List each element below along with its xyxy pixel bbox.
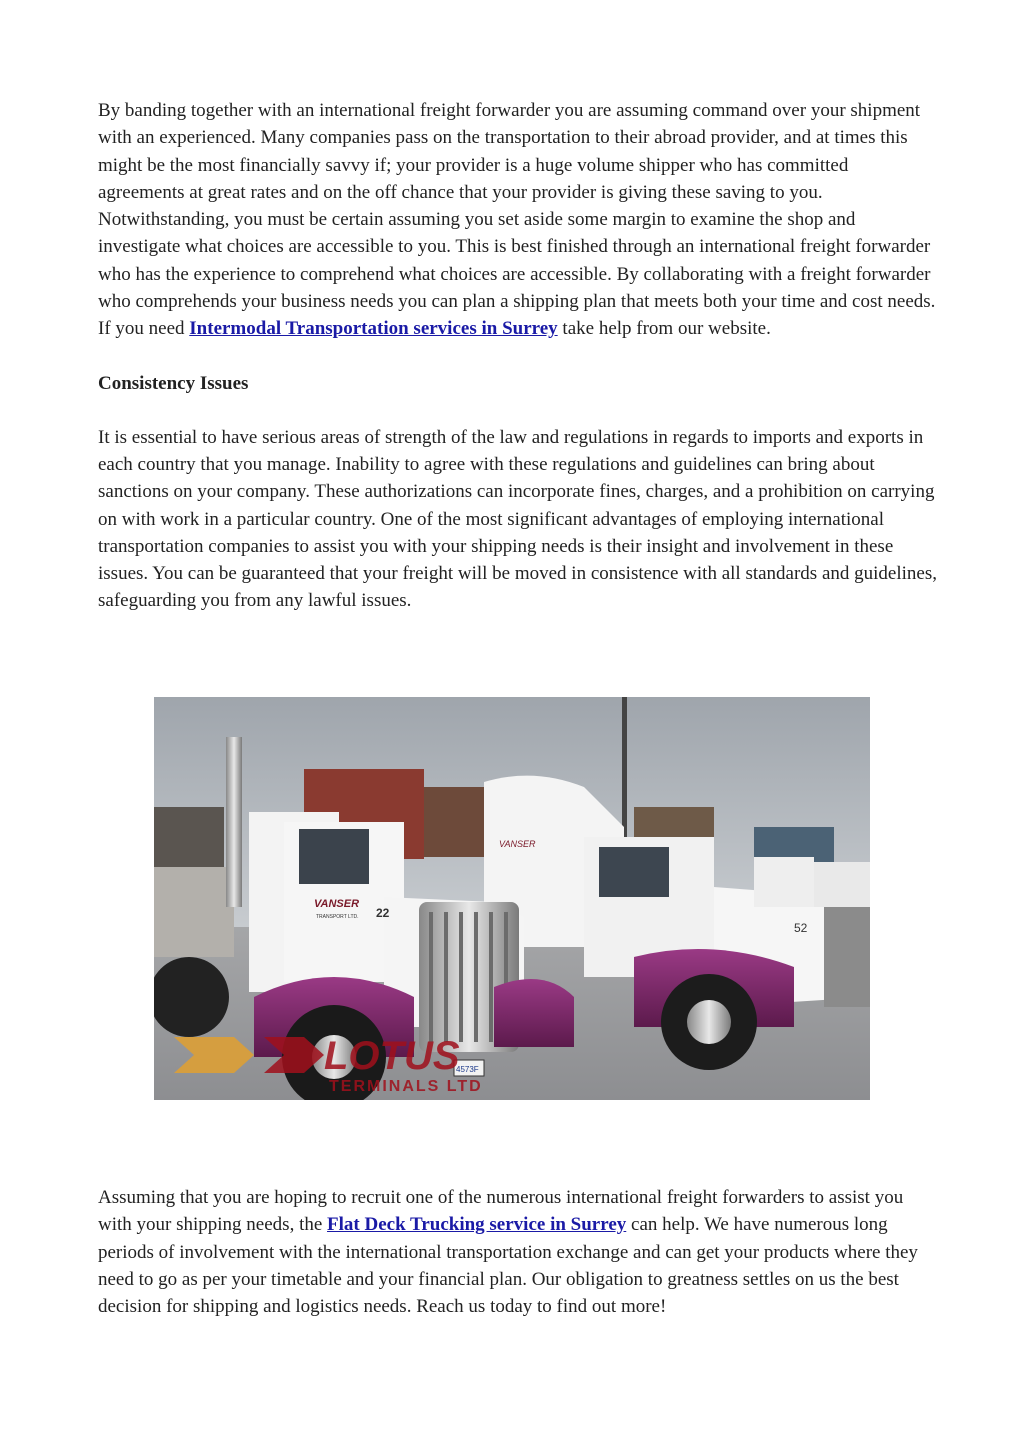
flat-deck-trucking-link[interactable]: Flat Deck Trucking service in Surrey [327, 1214, 627, 1236]
section-heading: Consistency Issues [98, 372, 249, 394]
truck-left-number: 22 [376, 906, 390, 920]
watermark-main-text: LOTUS [324, 1034, 460, 1078]
truck-right-number: 52 [794, 921, 808, 935]
truck-right-brand: VANSER [499, 839, 536, 849]
truck-left-window [299, 829, 369, 884]
truck-left-brand: VANSER [314, 898, 360, 910]
license-plate-text: 4573F [456, 1065, 479, 1074]
intermodal-transportation-link[interactable]: Intermodal Transportation services in Surrey [189, 318, 558, 340]
intro-text: By banding together with an international freight forwarder you are assuming command over your shipment with an experienced. Many companies pass on the transportation to their abroad provider, and at times this might be the most financially savvy if; your provider is a huge volume shipper who has committed agreements at great rates and on the off chance that your provider is giving these saving to you. Notwithstanding, you must be certain assuming you set aside some margin to examine the shop and investigate what choices are accessible to you. This is best finished through an international freight forwarder who has the experience to comprehend what choices are accessible. By collaborating with a freight forwarder who comprehends your business needs you can plan a shipping plan that meets both your time and cost needs. If you need [98, 100, 936, 340]
intro-text-end: take help from our website. [557, 318, 771, 340]
truck-far-2 [814, 862, 870, 907]
truck-left-brand-sub: TRANSPORT LTD. [316, 914, 359, 920]
container-stack [424, 787, 484, 857]
truck-photo [154, 697, 870, 1100]
truck-left-stack [226, 737, 242, 907]
barrier [154, 867, 234, 957]
watermark-sub-text: TERMINALS LTD [329, 1078, 483, 1095]
truck-far-1 [754, 857, 814, 907]
intro-paragraph [98, 97, 938, 343]
closing-text: Assuming that you are hoping to recruit one of the numerous international freight forwarders to assist you with your shipping needs, the [98, 1187, 904, 1236]
closing-paragraph [98, 1184, 938, 1320]
consistency-paragraph: It is essential to have serious areas of strength of the law and regulations in regards to imports and exports in each country that you manage. Inability to agree with these regulations and guidelines can bring about sanctions on your company. These authorizations can incorporate fines, charges, and a prohibition on carrying on with work in a particular country. One of the most significant advantages of employing international transportation companies to assist you with your shipping needs is their insight and involvement in these issues. You can be guaranteed that your freight will be moved in consistence with all standards and guidelines, safeguarding you from any lawful issues. [98, 426, 937, 612]
truck-left-front-fender [494, 979, 574, 1047]
closing-text-end: can help. We have numerous long periods of involvement with the international transportation exchange and can get your products where they need to go as per your timetable and your financial plan. Our obligation to greatness settles on us the best decision for shipping and logistics needs. Reach us today to find out more! [98, 1214, 918, 1318]
truck-right-window [599, 847, 669, 897]
article-body [98, 97, 938, 615]
truck-right-hub [687, 1000, 731, 1044]
truck-right-grille [824, 907, 870, 1007]
